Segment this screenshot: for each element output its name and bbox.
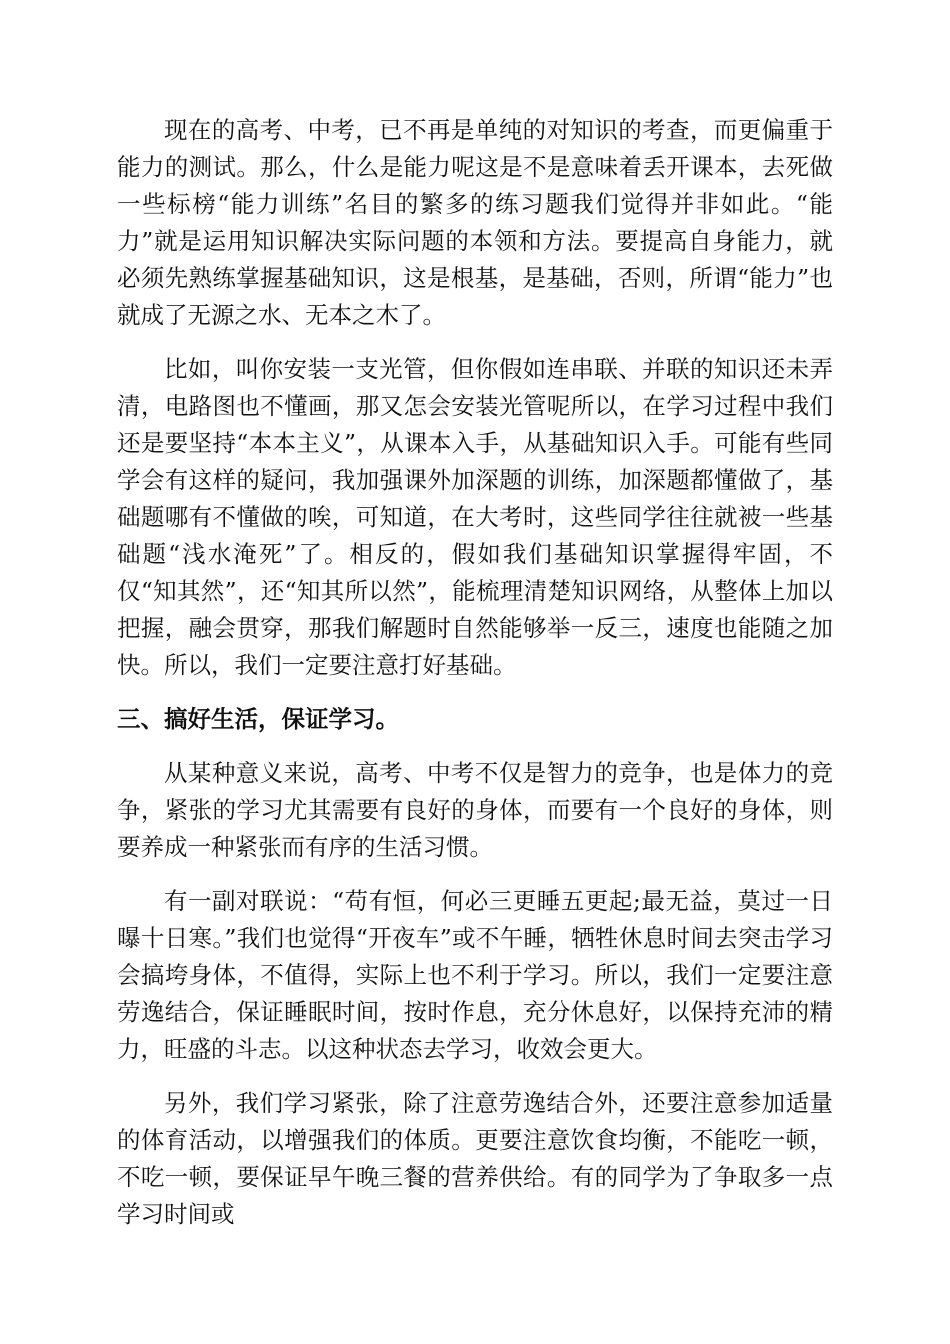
document-body [117, 112, 833, 1250]
paragraph-couplet: 有一副对联说：“苟有恒，何必三更睡五更起;最无益，莫过一日曝十日寒。”我们也觉得“开夜车”或不午睡，牺牲休息时间去突击学习会搞垮身体，不值得，实际上也不利于学习。所以，我们一定要注意劳逸结合，保证睡眠时间，按时作息，充分休息好，以保持充沛的精力，旺盛的斗志。以这种状态去学习，收效会更大。 [117, 887, 833, 1063]
paragraph-ability: 现在的高考、中考，已不再是单纯的对知识的考查，而更偏重于能力的测试。那么，什么是能力呢这是不是意味着丢开课本，去死做一些标榜“能力训练”名目的繁多的练习题我们觉得并非如此。“能力”就是运用知识解决实际问题的本领和方法。要提高自身能力，就必须先熟练掌握基础知识，这是根基，是基础，否则，所谓“能力”也就成了无源之水、无本之木了。 [117, 116, 833, 329]
paragraph-basics-example: 比如，叫你安装一支光管，但你假如连串联、并联的知识还未弄清，电路图也不懂画，那又怎会安装光管呢所以，在学习过程中我们还是要坚持“本本主义”，从课本入手，从基础知识入手。可能有些同学会有这样的疑问，我加强课外加深题的训练，加深题都懂做了，基础题哪有不懂做的唉，可知道，在大考时，这些同学往往就被一些基础题“浅水淹死”了。相反的，假如我们基础知识掌握得牢固，不仅“知其然”，还“知其所以然”，能梳理清楚知识网络，从整体上加以把握，融会贯穿，那我们解题时自然能够举一反三，速度也能随之加快。所以，我们一定要注意打好基础。 [117, 355, 833, 679]
section-heading: 三、搞好生活，保证学习。 [117, 705, 399, 733]
paragraph-exercise-diet: 另外，我们学习紧张，除了注意劳逸结合外，还要注意参加适量的体育活动，以增强我们的体质。更要注意饮食均衡，不能吃一顿，不吃一顿，要保证早午晚三餐的营养供给。有的同学为了争取多一点学习时间或 [117, 1089, 833, 1228]
paragraph-physical-competition: 从某种意义来说，高考、中考不仅是智力的竞争，也是体力的竞争，紧张的学习尤其需要有良好的身体，而要有一个良好的身体，则要养成一种紧张而有序的生活习惯。 [117, 759, 833, 861]
